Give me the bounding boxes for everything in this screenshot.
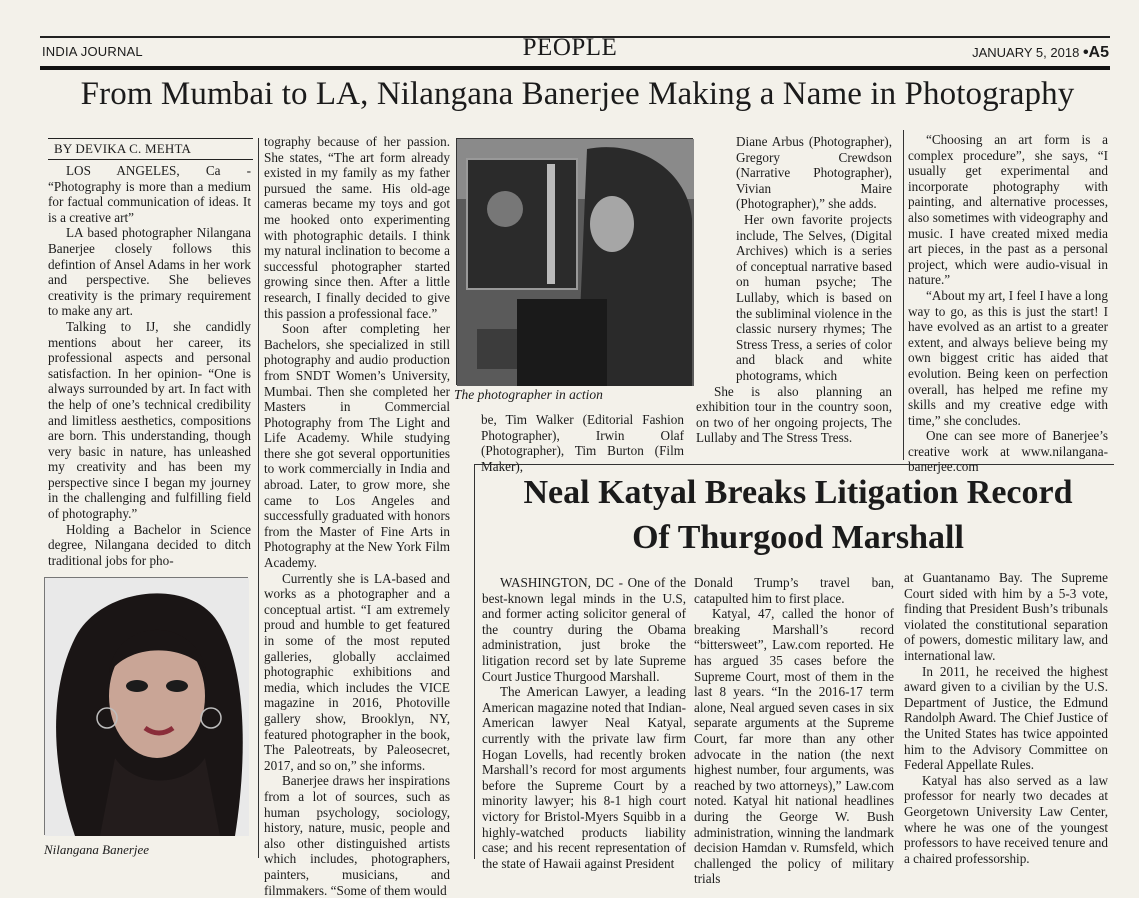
paragraph: Talking to IJ, she candidly mentions about her career, its professional aspects and personal satisfaction. In her opinion- “One is always surrounded by art. In fact with the help of one’s technical credibility and limitless aesthetics, compositions are born. This understanding, though very basic in nature, has unleashed my creativity and has been my perspective since I began my journey in the challenging and fulfilling field of photography.”	[48, 318, 251, 522]
portrait-caption: Nilangana Banerjee	[44, 842, 150, 857]
portrait-photo	[44, 577, 248, 835]
photo-caption: The photographer in action	[454, 387, 603, 402]
publication-name: INDIA JOURNAL	[42, 44, 143, 59]
paragraph: “Choosing an art form is a complex procedure”, she says, “I usually get experimental and incorporate photography with painting, and alternative processes, also sometimes with videography and music. I have created mixed media art pieces, in the past as a personal project, which were audio-visual in nature.”	[908, 132, 1108, 288]
column-divider	[903, 130, 904, 460]
paragraph: The American Lawyer, a leading American magazine noted that Indian-American lawyer Neal Katyal, currently with the private law firm Hogan Lovells, had recently broken Marshall’s record for most arguments before the Supreme Court by a minority lawyer; his 8-1 high court victory for Bristol-Myers Squibb in a highly-watched products liability case; and his recent representation of the state of Hawaii against President	[482, 684, 686, 871]
paragraph: LOS ANGELES, Ca - “Photography is more than a medium for factual communication of ideas. It is a creative art”	[48, 163, 251, 225]
portrait-illustration	[45, 578, 249, 836]
article2-col3	[904, 570, 1108, 866]
paragraph: One can see more of Banerjee’s creative work at www.nilangana-banerjee.com	[908, 428, 1108, 475]
article1-col3	[481, 412, 684, 474]
paragraph: Banerjee draws her inspirations from a lot of sources, such as human psychology, sociology, history, nature, music, people and also other distinguished artists which includes, photographers, painters, musicians, and filmmakers. “Some of them would	[264, 773, 450, 898]
section-title: PEOPLE	[522, 34, 618, 61]
date-page	[972, 44, 1109, 62]
article1-col4	[696, 134, 892, 446]
article2-col1	[482, 575, 686, 871]
paragraph: Katyal, 47, called the honor of breaking Marshall’s record “bittersweet”, Law.com reported. He has argued 35 cases before the Supreme Court, most of them in the last 8 years. “In the 2016-17 term alone, Neal argued seven cases in six separate arguments at the Supreme Court, far more than any other advocate in the nation (the next highest number, four arguments, was reached by two attorneys),” Law.com noted. Katyal hit national headlines during the George W. Bush administration, winning the landmark decision Hamdan v. Rumsfeld, which challenged the policy of military trials	[694, 606, 894, 887]
paragraph: Diane Arbus (Photographer), Gregory Crewdson (Narrative Photographer), Vivian Maire (Photographer),” she adds.	[736, 134, 892, 212]
paragraph: Currently she is LA-based and works as a photographer and a conceptual artist. “I am extremely proud and humble to get featured in some of the most reputed galleries, globally acclaimed photographic exhibitions and media, which includes the VICE magazine in 2016, Photoville gallery show, Brooklyn, NY, featured photographer in the book, The Paleotreats, by Paleosecret, 2017, and so on,” she informs.	[264, 570, 450, 773]
article2-col2	[694, 575, 894, 887]
article2-headline	[478, 470, 1118, 560]
article2-headline-line2: Of Thurgood Marshall	[632, 519, 964, 556]
paragraph: Katyal has also served as a law professor for nearly two decades at Georgetown University Law Center, where he was one of the youngest professors to have received tenure and a chaired professorship.	[904, 772, 1108, 866]
paragraph: be, Tim Walker (Editorial Fashion Photographer), Irwin Olaf (Photographer), Tim Burton (Film Maker),	[481, 412, 684, 474]
camera-scene-illustration	[457, 139, 694, 386]
issue-date: JANUARY 5, 2018	[972, 45, 1080, 60]
article1-col2	[264, 134, 450, 898]
paragraph: She is also planning an exhibition tour in the country soon, on two of her ongoing projects, The Lullaby and The Stress Tress.	[696, 383, 892, 446]
page-number: A5	[1088, 44, 1109, 61]
paragraph: tography because of her passion. She states, “The art form already existed in my family as my father pursued the same. His old-age cameras became my toys and got me hooked onto experimenting with photographic details. I think my natural inclination to become a successful photographer started growing since then. After a little research, I finally decided to give this passion a professional face.”	[264, 134, 450, 321]
column-divider	[474, 464, 475, 859]
paragraph: Soon after completing her Bachelors, she specialized in still photography and audio production from SNDT Women’s University, Mumbai. Then she completed her Masters in Commercial Photography from The Light and Life Academy. While studying there she got several opportunities to work commercially in India and abroad. Later, to grow more, she came to Los Angeles and successfully graduated with honors from the Master of Fine Arts in Photography at the New York Film Academy.	[264, 321, 450, 571]
column-divider	[258, 138, 259, 858]
paragraph: “About my art, I feel I have a long way to go, as this is just the start! I have evolved as an artist to a greater extent, and always believe being my own biggest critic has aided that evolution. Being keen on perfection overall, has helped me refine my skills and my creative edge with time,” she concludes.	[908, 287, 1108, 428]
paragraph: Holding a Bachelor in Science degree, Nilangana decided to ditch traditional jobs for pho-	[48, 521, 251, 568]
paragraph: Donald Trump’s travel ban, catapulted him to first place.	[694, 575, 894, 606]
paragraph: WASHINGTON, DC - One of the best-known legal minds in the U.S, and former acting solicitor general of the country during the Obama administration, just broke the litigation record set by late Supreme Court Justice Thurgood Marshall.	[482, 575, 686, 684]
article1-byline: BY DEVIKA C. MEHTA	[48, 138, 253, 160]
photographer-in-action-photo	[456, 138, 693, 385]
article2-headline-line1: Neal Katyal Breaks Litigation Record	[523, 474, 1073, 511]
article1-headline: From Mumbai to LA, Nilangana Banerjee Making a Name in Photography	[80, 76, 1075, 112]
paragraph: In 2011, he received the highest award given to a civilian by the U.S. Department of Justice, the Edmund Randolph Award. The Chief Justice of the United States has twice appointed him to the Advisory Committee on Federal Appellate Rules.	[904, 663, 1108, 773]
paragraph: at Guantanamo Bay. The Supreme Court sided with him by a 5-3 vote, finding that President Bush’s tribunals violated the constitutional separation of powers, domestic military law, and international law.	[904, 570, 1108, 663]
page-bullet: •	[1082, 44, 1089, 61]
article1-col5	[908, 132, 1108, 475]
paragraph: Her own favorite projects include, The Selves, (Digital Archives) which is a series of conceptual narrative based on human psyche; The Lullaby, which is based on the subliminal violence in the classic nursery rhymes; The Stress Tress, a series of color and black and white photograms, which	[736, 211, 893, 383]
paragraph: LA based photographer Nilangana Banerjee closely follows this defintion of Ansel Adams in her work and perspective. She believes creativity is the primary requirement to make any art.	[48, 225, 251, 319]
article-divider	[474, 464, 1114, 465]
masthead-bottom-rule	[40, 66, 1110, 70]
article1-col1	[48, 163, 251, 568]
